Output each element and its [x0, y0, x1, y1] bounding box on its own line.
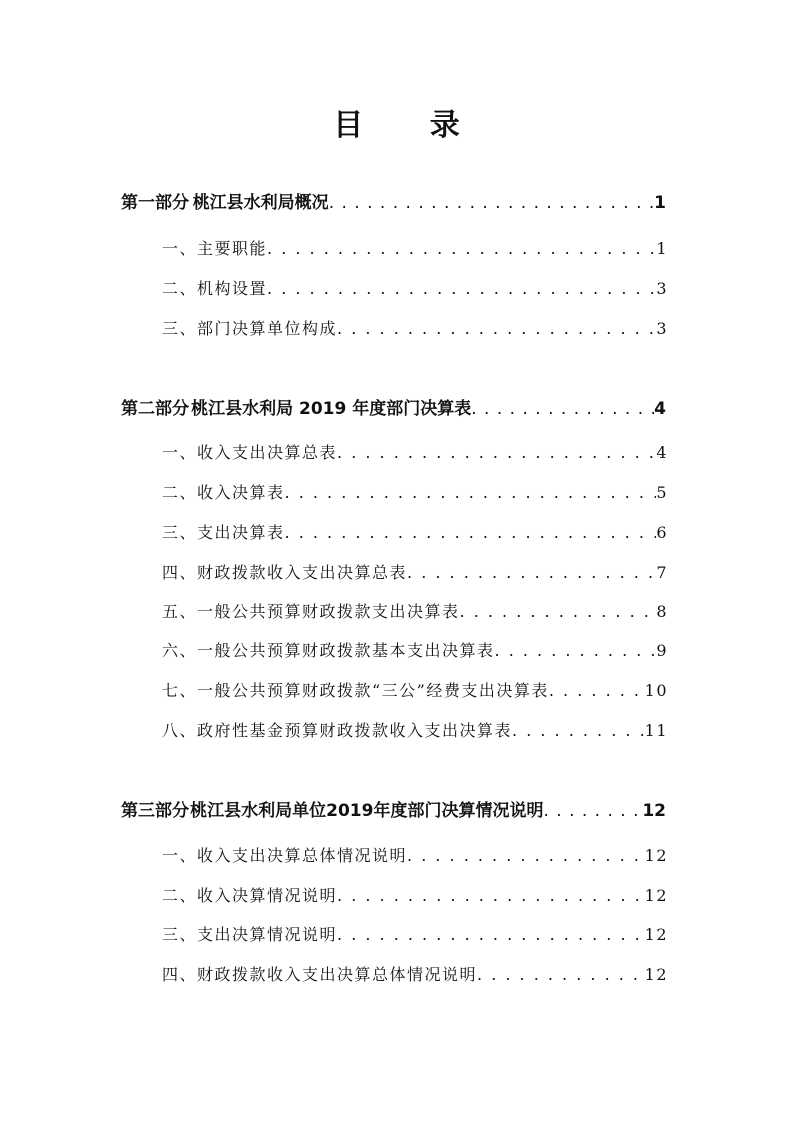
dot-leader	[267, 279, 656, 298]
page-number: 6	[656, 523, 668, 542]
toc-item[interactable]	[162, 678, 668, 701]
item-label: 一、主要职能	[162, 239, 268, 258]
toc-item[interactable]	[162, 638, 668, 661]
item-label: 一、收入支出决算总表	[162, 443, 338, 462]
page-number: 12	[642, 801, 666, 821]
item-label: 三、支出决算情况说明	[162, 925, 338, 944]
page-number: 5	[656, 483, 668, 502]
page-number: 1	[656, 239, 668, 258]
dot-leader	[407, 563, 656, 582]
item-label: 一、收入支出决算总体情况说明	[162, 846, 408, 865]
item-label: 四、财政拨款收入支出决算总体情况说明	[162, 965, 478, 984]
page-number: 3	[656, 279, 668, 298]
part-name: 桃江县水利局概况	[192, 193, 329, 213]
dot-leader	[337, 443, 656, 462]
toc-item[interactable]	[162, 236, 668, 259]
toc-item[interactable]	[162, 520, 668, 543]
toc-item[interactable]	[162, 480, 668, 503]
part-name: 桃江县水利局 2019 年度部门决算表	[191, 399, 472, 419]
item-label: 三、部门决算单位构成	[162, 319, 338, 338]
dot-leader	[549, 681, 645, 700]
dot-leader	[285, 483, 657, 502]
dot-leader	[477, 965, 645, 984]
item-label: 二、机构设置	[162, 279, 268, 298]
part-heading: 第一部分	[121, 193, 189, 213]
toc-item[interactable]	[162, 599, 668, 622]
toc-item[interactable]	[162, 316, 668, 339]
page-number: 3	[656, 319, 668, 338]
item-label: 七、一般公共预算财政拨款“三公”经费支出决算表	[162, 681, 549, 700]
item-label: 二、收入决算表	[162, 483, 285, 502]
dot-leader	[512, 721, 645, 740]
dot-leader	[337, 319, 656, 338]
toc-item[interactable]	[162, 276, 668, 299]
toc-item[interactable]	[162, 962, 668, 985]
part-name: 桃江县水利局单位2019年度部门决算情况说明	[190, 801, 544, 821]
toc-item[interactable]	[162, 560, 668, 583]
toc-item[interactable]	[162, 883, 668, 906]
item-label: 六、一般公共预算财政拨款基本支出决算表	[162, 641, 495, 660]
dot-leader	[267, 239, 656, 258]
dot-leader	[285, 523, 657, 542]
toc-item[interactable]	[162, 440, 668, 463]
page-number: 9	[656, 641, 668, 660]
page-number: 12	[644, 925, 668, 944]
page-number: 8	[656, 602, 668, 621]
toc-title: 目 录	[333, 108, 488, 143]
dot-leader	[407, 846, 645, 865]
toc-item[interactable]	[162, 922, 668, 945]
dot-leader	[543, 801, 642, 821]
item-label: 五、一般公共预算财政拨款支出决算表	[162, 602, 460, 621]
page-number: 7	[656, 563, 668, 582]
page-number: 12	[644, 886, 668, 905]
dot-leader	[337, 925, 645, 944]
page-number: 1	[654, 193, 666, 213]
toc-part-1[interactable]	[121, 188, 666, 213]
dot-leader	[471, 399, 654, 419]
part-heading: 第三部分	[121, 801, 189, 821]
toc-item[interactable]	[162, 718, 668, 741]
item-label: 三、支出决算表	[162, 523, 285, 542]
page-number: 12	[644, 965, 668, 984]
page-number: 11	[644, 721, 668, 740]
item-label: 八、政府性基金预算财政拨款收入支出决算表	[162, 721, 513, 740]
dot-leader	[495, 641, 657, 660]
dot-leader	[460, 602, 657, 621]
page-number: 12	[644, 846, 668, 865]
item-label: 二、收入决算情况说明	[162, 886, 338, 905]
item-label: 四、财政拨款收入支出决算总表	[162, 563, 408, 582]
toc-item[interactable]	[162, 843, 668, 866]
dot-leader	[329, 193, 654, 213]
page-number: 4	[656, 443, 668, 462]
toc-part-3[interactable]	[121, 796, 666, 821]
page-number: 10	[644, 681, 668, 700]
page-number: 4	[654, 399, 666, 419]
dot-leader	[337, 886, 645, 905]
part-heading: 第二部分	[121, 399, 189, 419]
toc-part-2[interactable]	[121, 394, 666, 419]
